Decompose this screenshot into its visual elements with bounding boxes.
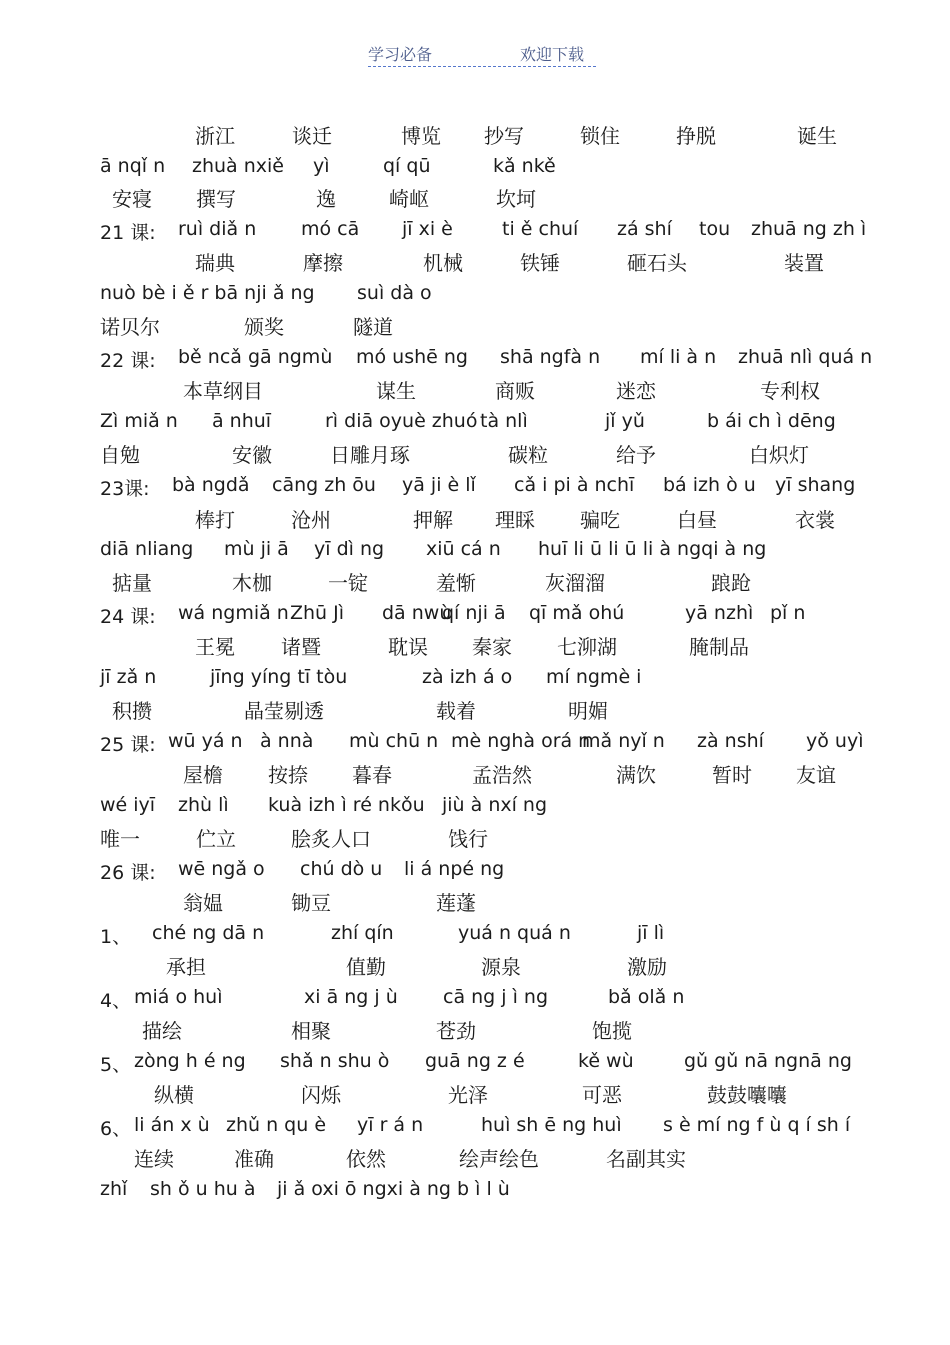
hanzi-word: 日雕月琢 bbox=[330, 443, 410, 467]
pinyin-word: jǐ yǔ bbox=[605, 410, 645, 432]
hanzi-word: 积攒 bbox=[112, 699, 152, 723]
hanzi-line bbox=[0, 695, 950, 725]
hanzi-word: 谋生 bbox=[376, 379, 416, 403]
hanzi-word: 诞生 bbox=[797, 124, 837, 148]
pinyin-word: à nnà bbox=[260, 730, 314, 752]
hanzi-word: 抄写 bbox=[484, 124, 524, 148]
hanzi-line bbox=[0, 247, 950, 277]
pinyin-word: zhuā ng zh ì bbox=[751, 218, 867, 240]
pinyin-word: wū yá n bbox=[168, 730, 243, 752]
pinyin-word: guā ng z é bbox=[425, 1050, 525, 1072]
hanzi-word: 秦家 bbox=[472, 635, 512, 659]
pinyin-word: xi ā ng j ù bbox=[304, 986, 398, 1008]
pinyin-word: cǎ i pi à nchī bbox=[514, 474, 635, 496]
pinyin-word: shā ngfà n bbox=[500, 346, 601, 368]
hanzi-word: 耽误 bbox=[388, 635, 428, 659]
pinyin-word: Zhū Jì bbox=[290, 602, 345, 624]
pinyin-line bbox=[0, 1050, 950, 1080]
hanzi-word: 摩擦 bbox=[303, 251, 343, 275]
pinyin-word: li á npé ng bbox=[404, 858, 505, 880]
pinyin-word: dā nwù bbox=[382, 602, 452, 624]
pinyin-word: zhuà nxiě bbox=[192, 155, 284, 177]
pinyin-word: gǔ gǔ nā ngnā ng bbox=[684, 1050, 852, 1072]
pinyin-word: zhù lì bbox=[178, 794, 229, 816]
pinyin-word: shǎ n shu ò bbox=[280, 1050, 390, 1072]
hanzi-word: 唯一 bbox=[100, 827, 140, 851]
page-header bbox=[368, 40, 596, 67]
pinyin-word: ruì diǎ n bbox=[178, 218, 257, 240]
hanzi-word: 脍炙人口 bbox=[291, 827, 371, 851]
pinyin-word: ā nqǐ n bbox=[100, 155, 166, 177]
hanzi-word: 棒打 bbox=[195, 508, 235, 532]
pinyin-word: cāng zh ōu bbox=[272, 474, 376, 496]
pinyin-word: li án x ù bbox=[134, 1114, 210, 1136]
pinyin-word: zhuā nlì quá n bbox=[738, 346, 873, 368]
pinyin-word: s è mí ng f ù q í sh í bbox=[663, 1114, 851, 1136]
hanzi-word: 饯行 bbox=[448, 827, 488, 851]
hanzi-word: 商贩 bbox=[495, 379, 535, 403]
hanzi-word: 挣脱 bbox=[676, 124, 716, 148]
hanzi-word: 鼓鼓囔囔 bbox=[707, 1083, 787, 1107]
hanzi-word: 撰写 bbox=[196, 187, 236, 211]
pinyin-line bbox=[0, 282, 950, 312]
pinyin-line bbox=[0, 218, 950, 248]
hanzi-word: 暂时 bbox=[712, 763, 752, 787]
pinyin-word: wé iyī bbox=[100, 794, 156, 816]
pinyin-word: suì dà o bbox=[357, 282, 432, 304]
hanzi-word: 理睬 bbox=[495, 508, 535, 532]
pinyin-word: mó ushē ng bbox=[356, 346, 468, 368]
pinyin-word: 1、 bbox=[100, 926, 132, 948]
hanzi-word: 准确 bbox=[234, 1147, 274, 1171]
pinyin-word: jiù à nxí ng bbox=[442, 794, 548, 816]
hanzi-word: 灰溜溜 bbox=[545, 571, 605, 595]
hanzi-word: 按捺 bbox=[268, 763, 308, 787]
pinyin-word: pǐ n bbox=[770, 602, 806, 624]
pinyin-word: sh ǒ u hu à bbox=[150, 1178, 256, 1200]
hanzi-word: 隧道 bbox=[353, 315, 393, 339]
pinyin-word: qí qū bbox=[383, 155, 431, 177]
hanzi-word: 满饮 bbox=[616, 763, 656, 787]
hanzi-word: 颁奖 bbox=[244, 315, 284, 339]
header-left-text: 学习必备 bbox=[368, 45, 433, 64]
hanzi-word: 伫立 bbox=[196, 827, 236, 851]
hanzi-word: 诸暨 bbox=[281, 635, 321, 659]
pinyin-line bbox=[0, 538, 950, 568]
pinyin-word: yā ji è lǐ bbox=[402, 474, 476, 496]
pinyin-word: 22 课: bbox=[100, 350, 156, 372]
hanzi-line bbox=[0, 759, 950, 789]
pinyin-word: mè nghà orá n bbox=[451, 730, 591, 752]
hanzi-word: 本草纲目 bbox=[183, 379, 263, 403]
pinyin-word: ché ng dā n bbox=[152, 922, 265, 944]
hanzi-word: 莲蓬 bbox=[436, 891, 476, 915]
hanzi-word: 博览 bbox=[401, 124, 441, 148]
hanzi-word: 掂量 bbox=[112, 571, 152, 595]
hanzi-word: 木枷 bbox=[232, 571, 272, 595]
hanzi-word: 源泉 bbox=[481, 955, 521, 979]
pinyin-word: 24 课: bbox=[100, 606, 156, 628]
pinyin-word: 4、 bbox=[100, 990, 132, 1012]
hanzi-word: 押解 bbox=[413, 508, 453, 532]
pinyin-word: xiū cá n bbox=[426, 538, 501, 560]
hanzi-word: 王冕 bbox=[195, 635, 235, 659]
pinyin-word: qí nji ā bbox=[442, 602, 506, 624]
pinyin-word: ti ě chuí bbox=[502, 218, 579, 240]
pinyin-word: ā nhuī bbox=[212, 410, 272, 432]
pinyin-word: mù chū n bbox=[349, 730, 439, 752]
hanzi-word: 纵横 bbox=[154, 1083, 194, 1107]
hanzi-word: 描绘 bbox=[142, 1019, 182, 1043]
pinyin-word: yī shang bbox=[775, 474, 856, 496]
hanzi-word: 值勤 bbox=[346, 955, 386, 979]
pinyin-word: tou bbox=[699, 218, 731, 240]
hanzi-line bbox=[0, 823, 950, 853]
pinyin-line bbox=[0, 1114, 950, 1144]
pinyin-word: zhí qín bbox=[331, 922, 394, 944]
hanzi-word: 承担 bbox=[166, 955, 206, 979]
pinyin-word: 21 课: bbox=[100, 222, 156, 244]
pinyin-word: mǎ nyǐ n bbox=[582, 730, 665, 752]
pinyin-word: wē ngǎ o bbox=[178, 858, 265, 880]
pinyin-word: yā nzhì bbox=[685, 602, 754, 624]
hanzi-word: 安徽 bbox=[232, 443, 272, 467]
hanzi-word: 骗吃 bbox=[580, 508, 620, 532]
pinyin-word: yī r á n bbox=[357, 1114, 424, 1136]
pinyin-word: tà nlì bbox=[480, 410, 528, 432]
hanzi-word: 白炽灯 bbox=[749, 443, 809, 467]
hanzi-line bbox=[0, 183, 950, 213]
hanzi-word: 碳粒 bbox=[508, 443, 548, 467]
hanzi-word: 锁住 bbox=[580, 124, 620, 148]
pinyin-word: kuà izh ì ré nkǒu bbox=[268, 794, 425, 816]
hanzi-line bbox=[0, 375, 950, 405]
pinyin-word: bě ncǎ gā ngmù bbox=[178, 346, 333, 368]
pinyin-line bbox=[0, 1178, 950, 1208]
pinyin-word: diā nliang bbox=[100, 538, 194, 560]
hanzi-word: 崎岖 bbox=[389, 187, 429, 211]
hanzi-line bbox=[0, 120, 950, 150]
pinyin-word: kǎ nkě bbox=[493, 155, 556, 177]
pinyin-word: jī zǎ n bbox=[100, 666, 157, 688]
hanzi-word: 光泽 bbox=[448, 1083, 488, 1107]
hanzi-line bbox=[0, 504, 950, 534]
hanzi-word: 铁锤 bbox=[520, 251, 560, 275]
hanzi-word: 腌制品 bbox=[689, 635, 749, 659]
pinyin-word: Zì miǎ n bbox=[100, 410, 178, 432]
hanzi-word: 砸石头 bbox=[627, 251, 687, 275]
pinyin-line bbox=[0, 986, 950, 1016]
pinyin-word: yī dì ng bbox=[314, 538, 385, 560]
pinyin-word: jīng yíng tī tòu bbox=[210, 666, 348, 688]
pinyin-word: mù ji ā bbox=[224, 538, 289, 560]
hanzi-word: 连续 bbox=[134, 1147, 174, 1171]
hanzi-word: 羞惭 bbox=[436, 571, 476, 595]
hanzi-line bbox=[0, 887, 950, 917]
hanzi-word: 迷恋 bbox=[616, 379, 656, 403]
pinyin-word: mí ngmè i bbox=[546, 666, 642, 688]
hanzi-word: 装置 bbox=[784, 251, 824, 275]
hanzi-word: 一锭 bbox=[328, 571, 368, 595]
pinyin-line bbox=[0, 922, 950, 952]
pinyin-word: bà ngdǎ bbox=[172, 474, 250, 496]
hanzi-word: 载着 bbox=[436, 699, 476, 723]
hanzi-word: 专利权 bbox=[760, 379, 820, 403]
hanzi-word: 翁媪 bbox=[183, 891, 223, 915]
pinyin-word: cā ng j ì ng bbox=[443, 986, 549, 1008]
hanzi-line bbox=[0, 439, 950, 469]
hanzi-word: 暮春 bbox=[352, 763, 392, 787]
hanzi-word: 晶莹剔透 bbox=[244, 699, 324, 723]
pinyin-word: 26 课: bbox=[100, 862, 156, 884]
hanzi-word: 绘声绘色 bbox=[459, 1147, 539, 1171]
hanzi-word: 沧州 bbox=[291, 508, 331, 532]
hanzi-word: 白昼 bbox=[677, 508, 717, 532]
pinyin-word: chú dò u bbox=[300, 858, 383, 880]
pinyin-word: huī li ū li ū li à ngqi à ng bbox=[538, 538, 767, 560]
pinyin-line bbox=[0, 730, 950, 760]
hanzi-word: 闪烁 bbox=[301, 1083, 341, 1107]
hanzi-line bbox=[0, 1143, 950, 1173]
pinyin-word: bá izh ò u bbox=[663, 474, 756, 496]
pinyin-line bbox=[0, 794, 950, 824]
pinyin-word: wá ngmiǎ n bbox=[178, 602, 289, 624]
hanzi-word: 坎坷 bbox=[496, 187, 536, 211]
pinyin-line bbox=[0, 155, 950, 185]
header-right-text: 欢迎下载 bbox=[520, 45, 585, 64]
pinyin-line bbox=[0, 346, 950, 376]
hanzi-word: 机械 bbox=[423, 251, 463, 275]
pinyin-line bbox=[0, 474, 950, 504]
pinyin-word: 5、 bbox=[100, 1054, 132, 1076]
hanzi-word: 饱揽 bbox=[592, 1019, 632, 1043]
hanzi-word: 安寝 bbox=[112, 187, 152, 211]
pinyin-word: zà izh á o bbox=[422, 666, 513, 688]
hanzi-word: 踉跄 bbox=[711, 571, 751, 595]
pinyin-word: ji ǎ oxi ō ngxi à ng b ì l ù bbox=[277, 1178, 510, 1200]
hanzi-word: 衣裳 bbox=[795, 508, 835, 532]
pinyin-word: huì sh ē ng huì bbox=[481, 1114, 622, 1136]
pinyin-word: 23课: bbox=[100, 478, 150, 500]
hanzi-word: 浙江 bbox=[195, 124, 235, 148]
hanzi-line bbox=[0, 567, 950, 597]
pinyin-word: jī lì bbox=[637, 922, 665, 944]
hanzi-word: 友谊 bbox=[796, 763, 836, 787]
pinyin-word: zhǔ n qu è bbox=[226, 1114, 327, 1136]
hanzi-word: 激励 bbox=[627, 955, 667, 979]
pinyin-word: jī xi è bbox=[402, 218, 453, 240]
pinyin-word: 6、 bbox=[100, 1118, 132, 1140]
hanzi-word: 诺贝尔 bbox=[100, 315, 160, 339]
pinyin-word: nuò bè i ě r bā nji ǎ ng bbox=[100, 282, 315, 304]
hanzi-word: 逸 bbox=[316, 187, 336, 211]
pinyin-line bbox=[0, 410, 950, 440]
pinyin-word: mí li à n bbox=[640, 346, 717, 368]
hanzi-word: 孟浩然 bbox=[472, 763, 532, 787]
pinyin-line bbox=[0, 666, 950, 696]
hanzi-word: 苍劲 bbox=[436, 1019, 476, 1043]
hanzi-word: 依然 bbox=[346, 1147, 386, 1171]
hanzi-word: 给予 bbox=[616, 443, 656, 467]
hanzi-line bbox=[0, 1079, 950, 1109]
hanzi-line bbox=[0, 311, 950, 341]
pinyin-word: zá shí bbox=[617, 218, 672, 240]
pinyin-word: bǎ olǎ n bbox=[608, 986, 685, 1008]
hanzi-line bbox=[0, 631, 950, 661]
pinyin-word: mó cā bbox=[301, 218, 360, 240]
pinyin-word: 25 课: bbox=[100, 734, 156, 756]
pinyin-word: yì bbox=[313, 155, 330, 177]
hanzi-word: 谈迁 bbox=[292, 124, 332, 148]
pinyin-word: yǒ uyì bbox=[806, 730, 864, 752]
hanzi-line bbox=[0, 1015, 950, 1045]
hanzi-word: 相聚 bbox=[291, 1019, 331, 1043]
pinyin-word: zòng h é ng bbox=[134, 1050, 246, 1072]
hanzi-word: 瑞典 bbox=[195, 251, 235, 275]
pinyin-word: yuá n quá n bbox=[458, 922, 571, 944]
hanzi-word: 屋檐 bbox=[183, 763, 223, 787]
pinyin-word: rì diā oyuè zhuó bbox=[325, 410, 478, 432]
hanzi-word: 名副其实 bbox=[606, 1147, 686, 1171]
pinyin-word: b ái ch ì dēng bbox=[707, 410, 836, 432]
hanzi-word: 锄豆 bbox=[291, 891, 331, 915]
hanzi-word: 七泖湖 bbox=[557, 635, 617, 659]
pinyin-word: qī mǎ ohú bbox=[529, 602, 625, 624]
hanzi-line bbox=[0, 951, 950, 981]
hanzi-word: 自勉 bbox=[100, 443, 140, 467]
hanzi-word: 可恶 bbox=[582, 1083, 622, 1107]
pinyin-word: zhǐ bbox=[100, 1178, 128, 1200]
hanzi-word: 明媚 bbox=[568, 699, 608, 723]
pinyin-line bbox=[0, 858, 950, 888]
pinyin-word: kě wù bbox=[578, 1050, 634, 1072]
pinyin-line bbox=[0, 602, 950, 632]
pinyin-word: zà nshí bbox=[697, 730, 764, 752]
pinyin-word: miá o huì bbox=[134, 986, 223, 1008]
